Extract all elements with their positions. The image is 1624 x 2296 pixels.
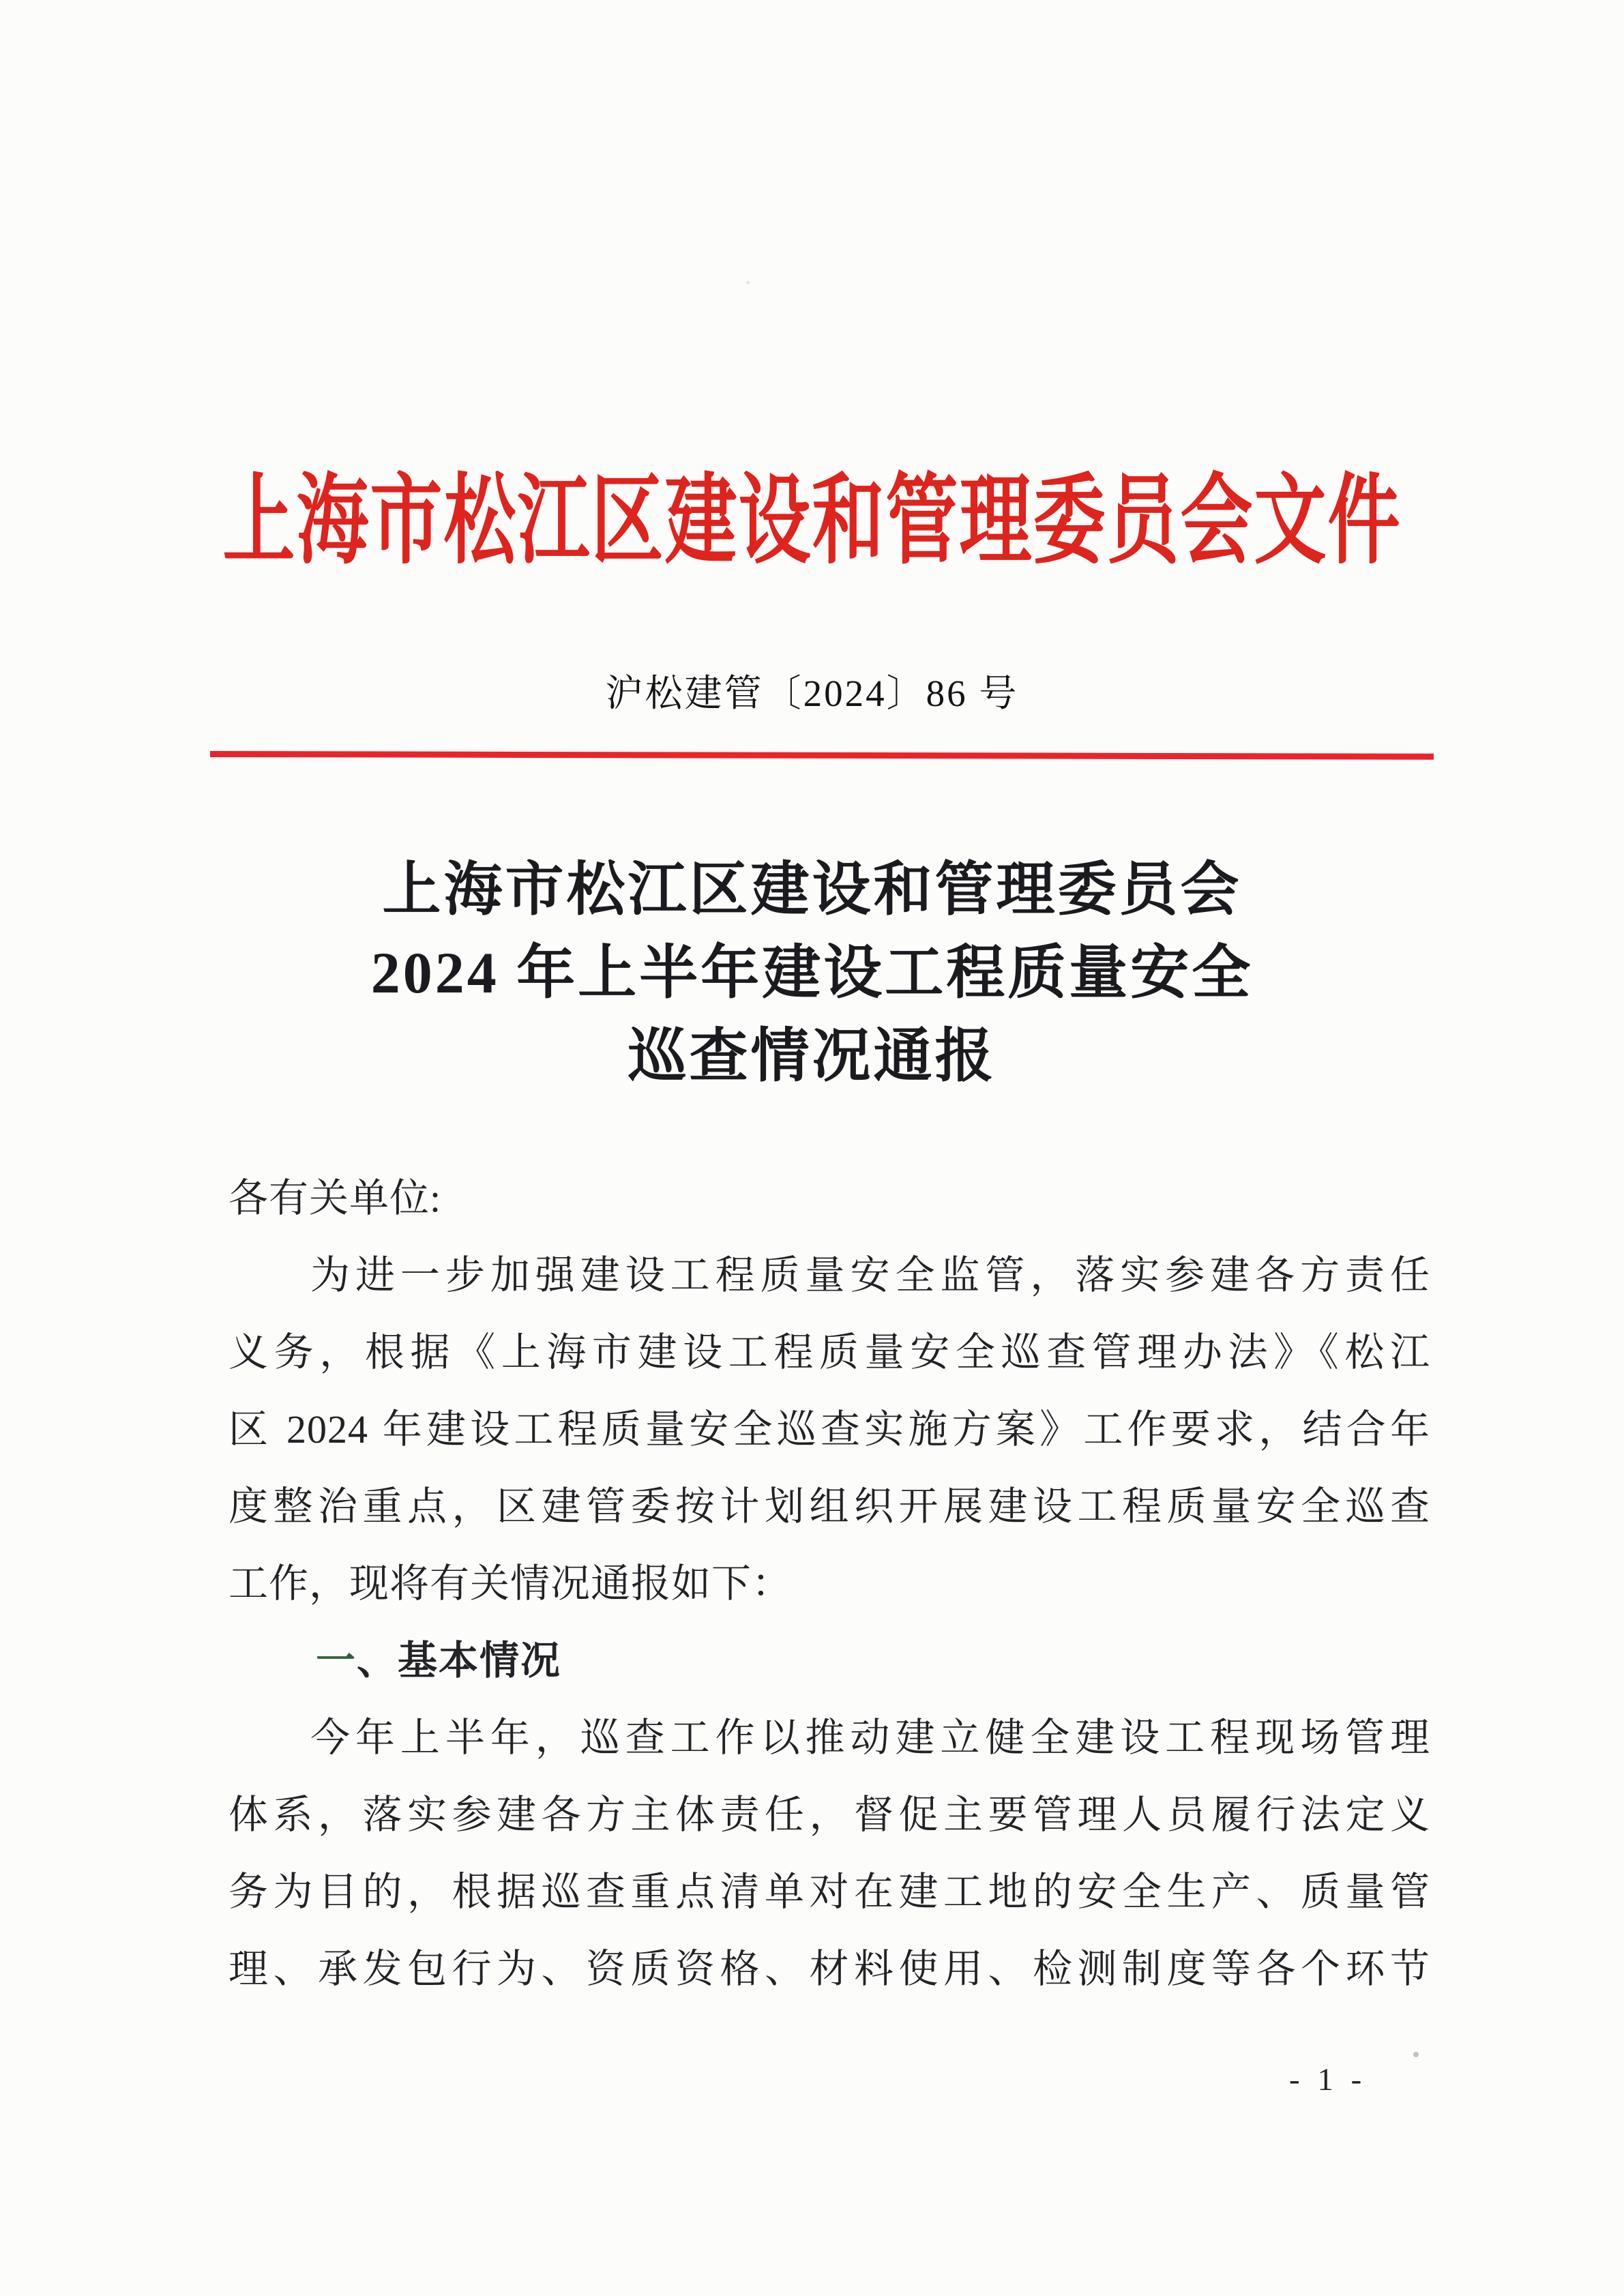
section-1-heading-marker: 一 — [316, 1638, 357, 1683]
paragraph2-line-2: 体系，落实参建各方主体责任，督促主要管理人员履行法定义 — [228, 1793, 1430, 1837]
section-1-heading — [228, 1622, 1430, 1699]
title-line-3: 巡查情况通报 — [628, 1023, 996, 1089]
page-number: - 1 - — [1289, 2062, 1367, 2098]
paragraph2-line-3: 务为目的，根据巡查重点清单对在建工地的安全生产、质量管 — [228, 1870, 1430, 1914]
scan-artifact-dot — [746, 281, 750, 284]
paragraph1-line-1: 为进一步加强建设工程质量安全监管，落实参建各方责任 — [310, 1253, 1430, 1297]
scan-artifact-dot — [1413, 2052, 1419, 2057]
section-1-heading-text: 、基本情况 — [357, 1638, 562, 1683]
paragraph1-line-4: 度整治重点，区建管委按计划组织开展建设工程质量安全巡查 — [228, 1484, 1430, 1529]
document-number: 沪松建管〔2024〕86 号 — [605, 673, 1019, 714]
title-line-1: 上海市松江区建设和管理委员会 — [382, 857, 1242, 922]
body-text-column — [228, 1160, 1430, 2007]
salutation: 各有关单位: — [228, 1176, 442, 1220]
title-line-2: 2024 年上半年建设工程质量安全 — [370, 940, 1254, 1005]
paragraph1-line-3: 区 2024 年建设工程质量安全巡查实施方案》工作要求，结合年 — [228, 1407, 1430, 1452]
paragraph2-line-1: 今年上半年，巡查工作以推动建立健全建设工程现场管理 — [310, 1716, 1430, 1760]
red-masthead-title: 上海市松江区建设和管理委员会文件 — [222, 467, 1402, 576]
paragraph1-line-2: 义务，根据《上海市建设工程质量安全巡查管理办法》《松江 — [228, 1330, 1430, 1374]
paragraph2-line-4: 理、承发包行为、资质资格、材料使用、检测制度等各个环节 — [228, 1947, 1430, 1991]
red-divider-rule — [210, 751, 1434, 760]
paragraph1-line-5: 工作，现将有关情况通报如下： — [228, 1561, 793, 1606]
document-title — [0, 848, 1624, 1098]
